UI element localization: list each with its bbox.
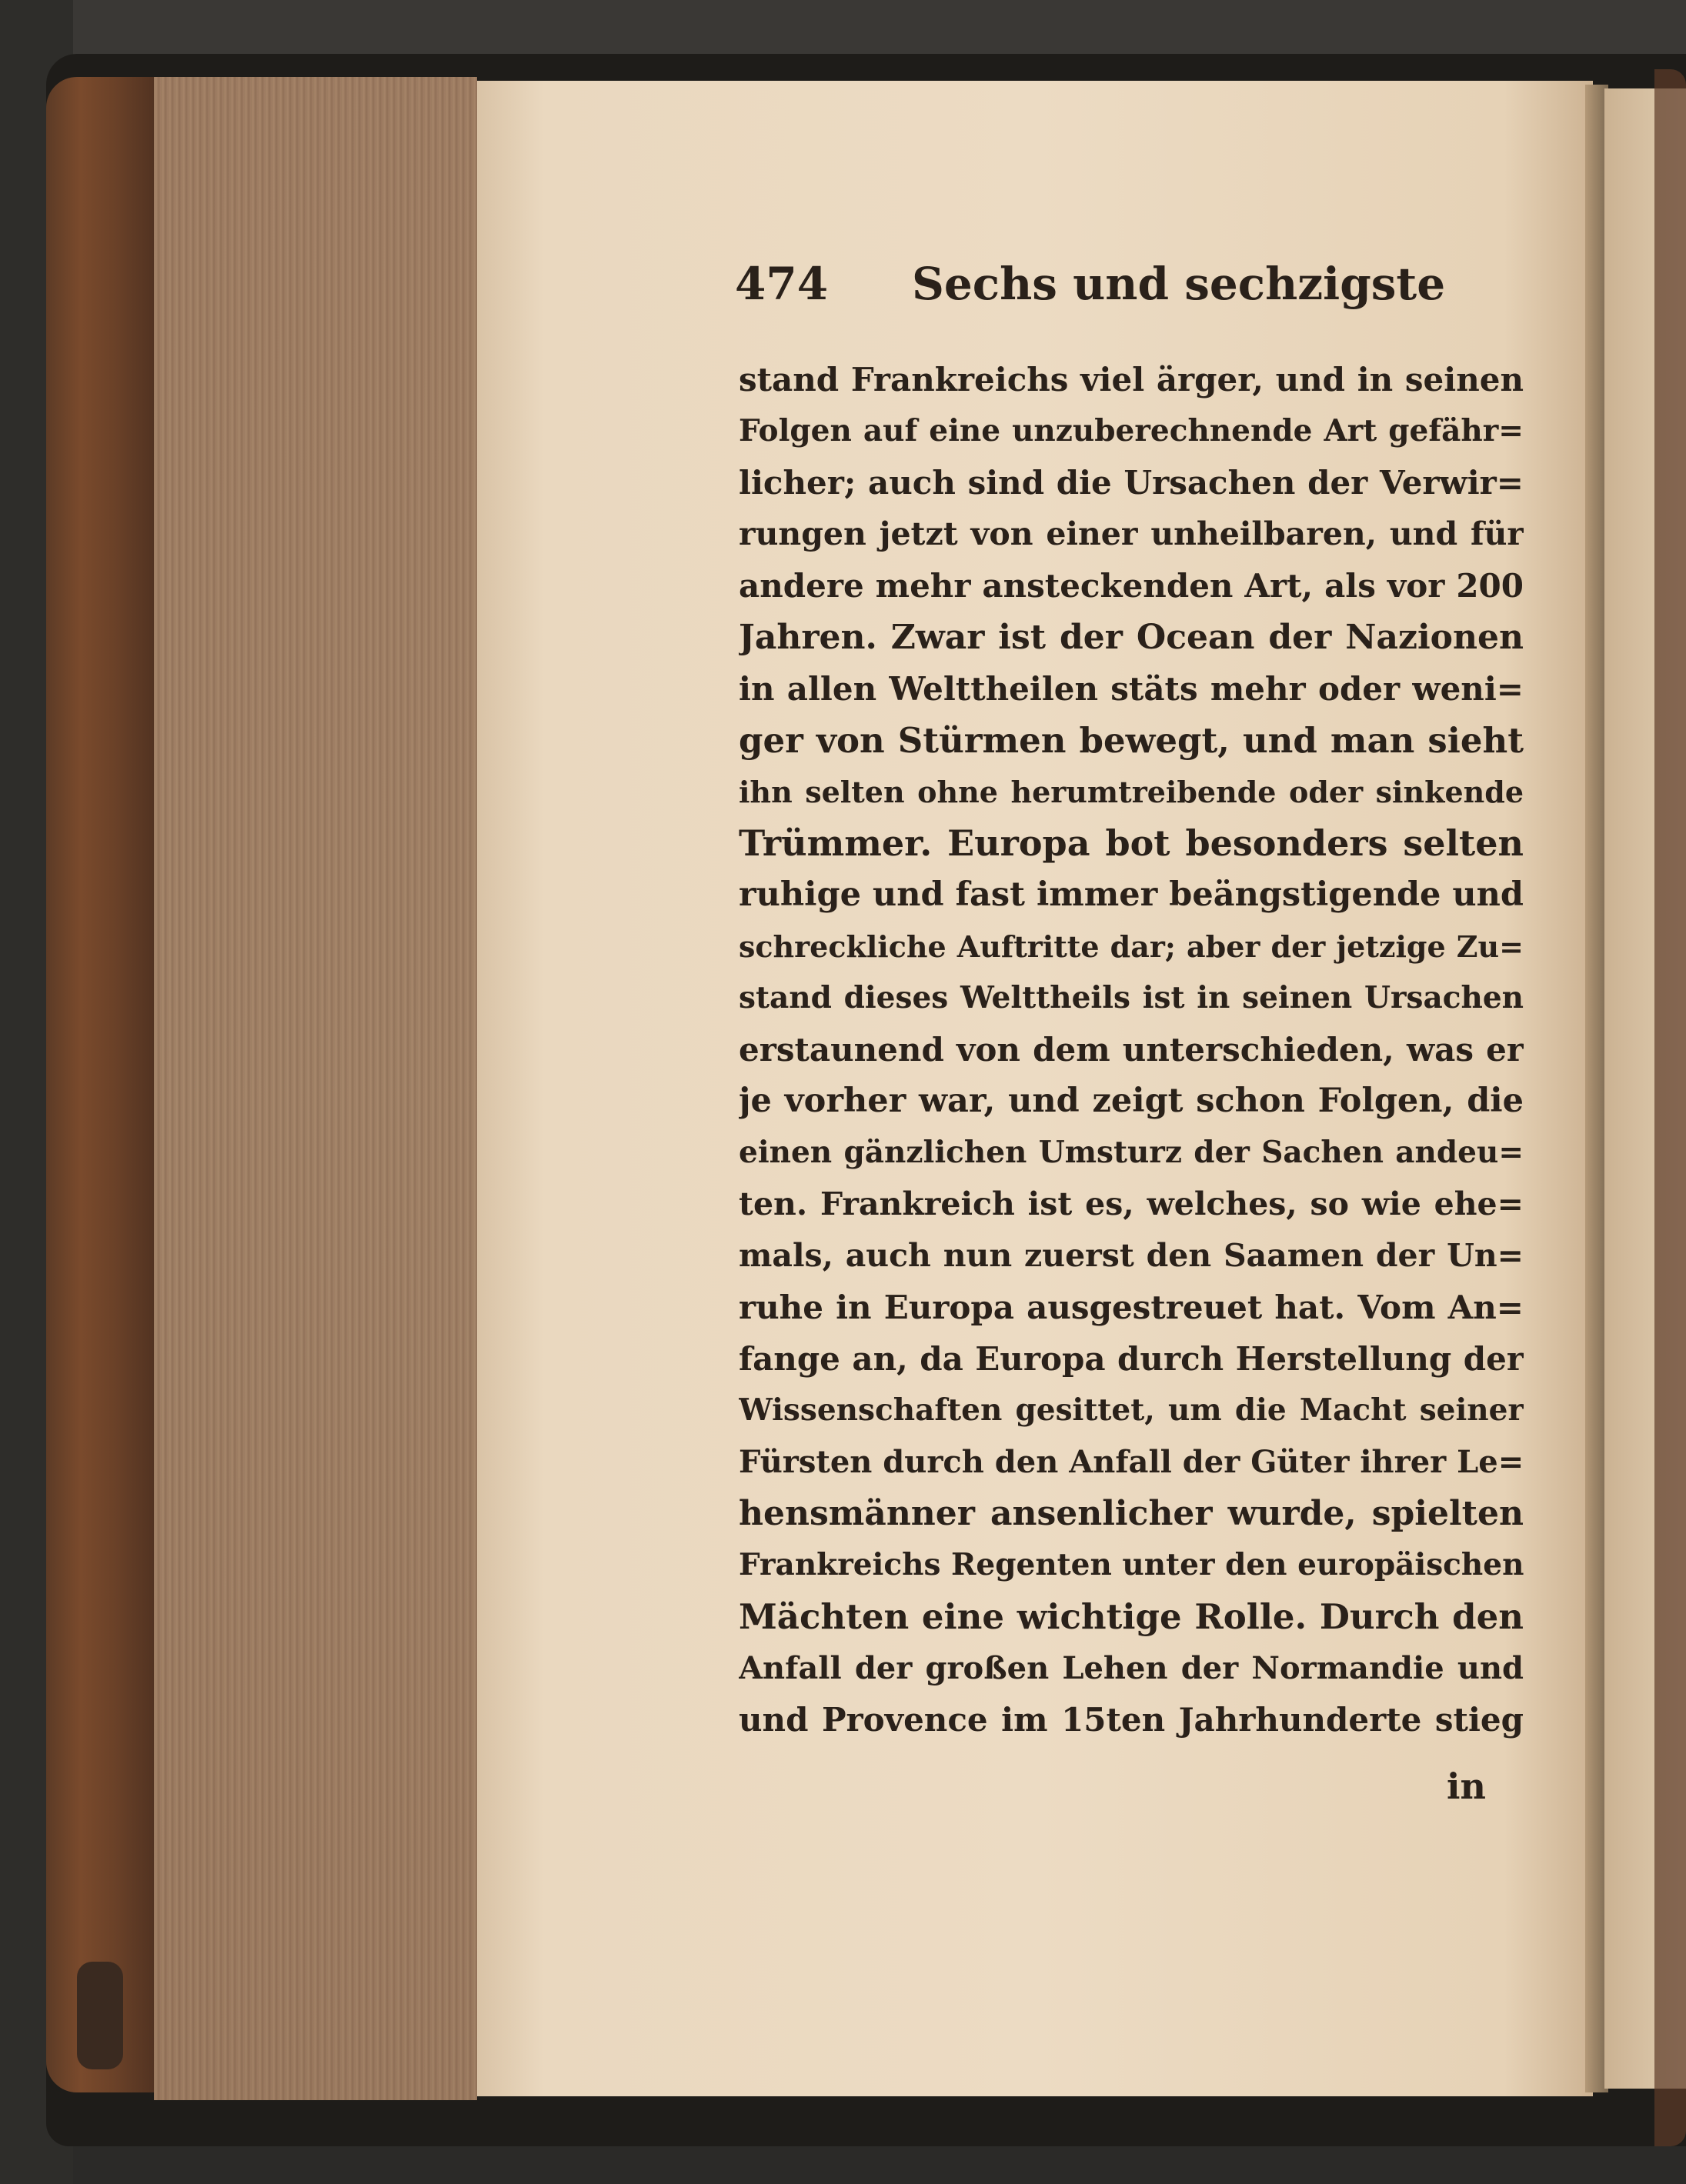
text-line: Anfall der großen Lehen der Normandie und [739,1650,1524,1686]
page-edges-tint [154,77,477,2100]
text-line: in allen Welttheilen stäts mehr oder weni= [739,670,1524,708]
page-number: 474 [735,258,829,310]
text-line: ruhe in Europa ausgestreuet hat. Vom An= [739,1289,1524,1326]
text-line: Folgen auf eine unzuberechnende Art gefähr= [739,413,1524,448]
running-head-title: Sechs und sechzigste [912,258,1446,310]
cover-clasp [77,1962,123,2069]
text-line: je vorher war, und zeigt schon Folgen, die [739,1082,1524,1120]
text-line: einen gänzlichen Umsturz der Sachen andeu= [739,1135,1524,1170]
book-cover-right [1654,69,1686,2146]
text-line: Mächten eine wichtige Rolle. Durch den [739,1596,1524,1637]
text-line: andere mehr ansteckenden Art, als vor 200 [739,567,1524,605]
text-line: mals, auch nun zuerst den Saamen der Un= [739,1237,1524,1274]
running-head [735,258,1520,319]
text-line: Fürsten durch den Anfall der Güter ihrer Le= [739,1444,1524,1480]
text-line: schreckliche Auftritte dar; aber der jetzige Zu= [739,929,1524,964]
text-line: und Provence im 15ten Jahrhunderte stieg [739,1701,1524,1739]
text-line: ten. Frankreich ist es, welches, so wie ehe= [739,1185,1524,1222]
text-line: Jahren. Zwar ist der Ocean der Nazionen [739,618,1524,657]
book-cover-left [46,77,162,2092]
text-line: hensmänner ansenlicher wurde, spielten [739,1494,1524,1533]
text-line: ger von Stürmen bewegt, und man sieht [739,720,1524,761]
text-line: erstaunend von dem unterschieden, was er [739,1031,1524,1069]
text-line: Wissenschaften gesittet, um die Macht seiner [739,1392,1524,1428]
text-line: ihn selten ohne herumtreibende oder sinkende [739,775,1524,809]
text-line: licher; auch sind die Ursachen der Verwir= [739,464,1524,502]
text-line: stand dieses Welttheils ist in seinen Ursachen [739,980,1524,1015]
text-line: rungen jetzt von einer unheilbaren, und für [739,515,1524,552]
text-line: Frankreichs Regenten unter den europäischen [739,1547,1524,1582]
text-line: stand Frankreichs viel ärger, und in seinen [739,361,1524,398]
text-line: fange an, da Europa durch Herstellung der [739,1340,1524,1378]
body-text [739,354,1524,1746]
text-line: ruhige und fast immer beängstigende und [739,875,1524,914]
catchword: in [1447,1766,1486,1807]
text-line: Trümmer. Europa bot besonders selten [739,822,1524,864]
